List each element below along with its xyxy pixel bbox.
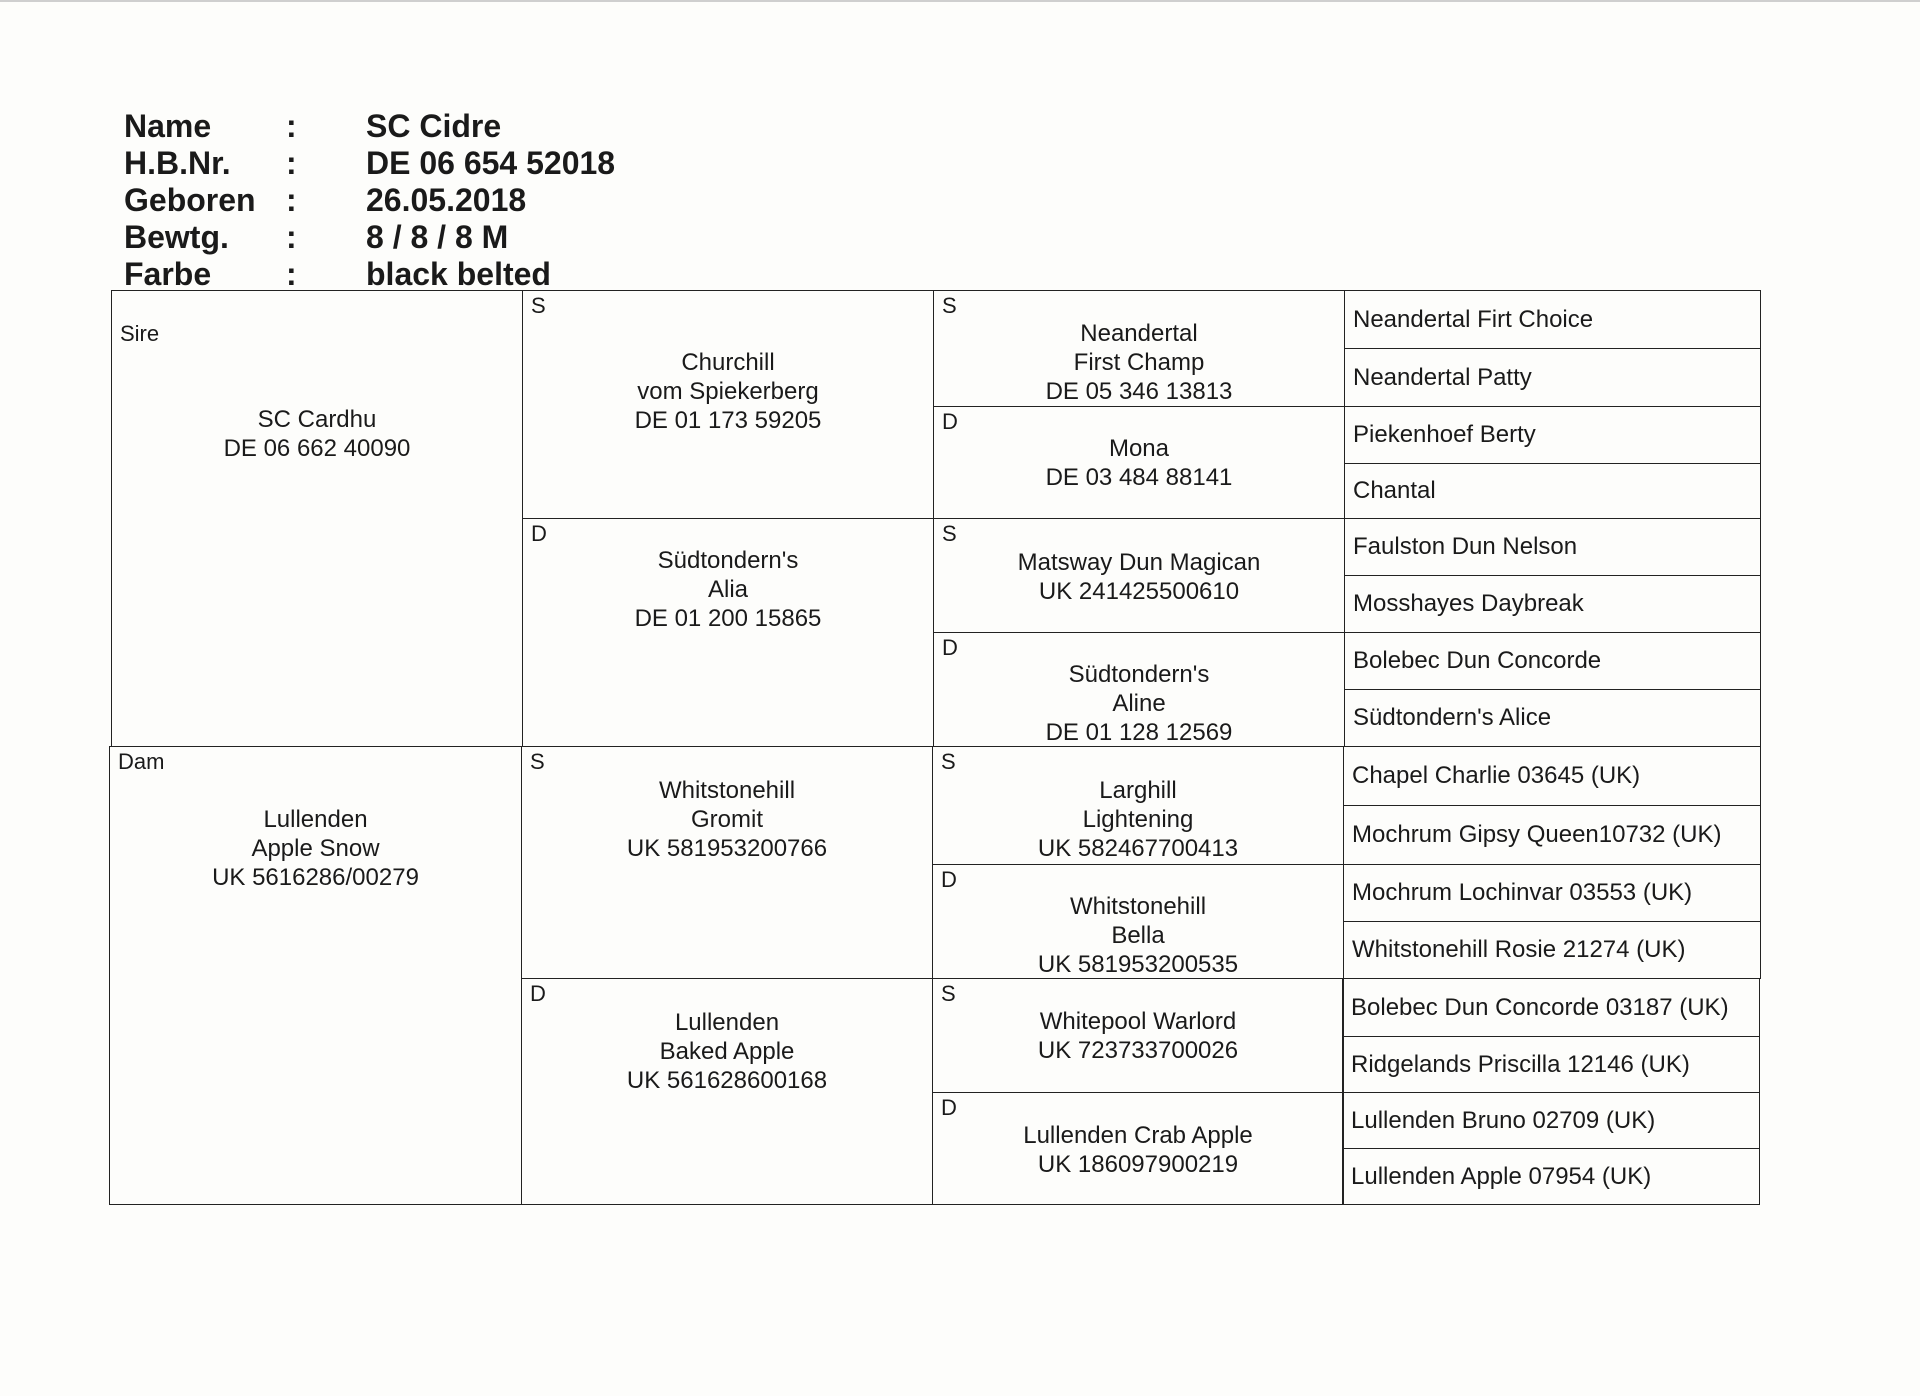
ns-line1: Whitepool Warlord: [1039, 1008, 1237, 1035]
dam-s-line1: Whitstonehill: [658, 777, 796, 804]
sire-tag: Sire: [120, 321, 160, 346]
sire-info: [112, 405, 522, 463]
color-label: Farbe: [124, 256, 212, 292]
g4-name: Bolebec Dun Concorde: [1344, 632, 1761, 690]
color-row: [124, 256, 924, 293]
ns-info: [933, 1007, 1343, 1065]
sire-d-cell: [522, 518, 934, 747]
g4-name: Neandertal Patty: [1344, 348, 1761, 407]
g4-name: Chantal: [1344, 463, 1761, 519]
dam-s-tag: S: [530, 749, 545, 774]
rating-row: [124, 219, 924, 256]
born-value: 26.05.2018: [366, 182, 527, 218]
sd-reg: DE 03 484 88141: [1045, 464, 1233, 491]
g4-name: Bolebec Dun Concorde 03187 (UK): [1342, 978, 1760, 1037]
rating-colon: :: [286, 219, 297, 255]
dd-cell: [933, 632, 1345, 747]
ns-tag: S: [941, 981, 956, 1006]
color-value: black belted: [366, 256, 551, 292]
dam-s-line2: Gromit: [691, 806, 763, 833]
dam-info: [110, 805, 521, 892]
dam-d-tag: D: [530, 981, 546, 1006]
sd-cell: [933, 406, 1345, 519]
dam-reg: UK 5616286/00279: [212, 864, 419, 891]
ms-line2: Lightening: [1082, 806, 1194, 833]
ms-info: [933, 776, 1343, 863]
ss-line2: First Champ: [1073, 349, 1205, 376]
sire-d-reg: DE 01 200 15865: [634, 605, 822, 632]
dam-s-info: [522, 776, 932, 863]
md-cell: [932, 864, 1344, 979]
g4-name: Südtondern's Alice: [1344, 689, 1761, 747]
sd-tag: D: [942, 409, 958, 434]
ss-info: [934, 319, 1344, 406]
name-label: Name: [124, 108, 212, 144]
dam-d-reg: UK 561628600168: [626, 1067, 828, 1094]
dam-d-info: [522, 1008, 932, 1095]
sire-d-tag: D: [531, 521, 547, 546]
name-colon: :: [286, 108, 297, 144]
dam-d-line1: Lullenden: [674, 1009, 780, 1036]
rating-label: Bewtg.: [124, 219, 229, 255]
g4-name: Whitstonehill Rosie 21274 (UK): [1343, 921, 1761, 979]
ds-tag: S: [942, 521, 957, 546]
sire-s-line2: vom Spiekerberg: [637, 378, 819, 405]
g4-name: Piekenhoef Berty: [1344, 406, 1761, 464]
dam-s-reg: UK 581953200766: [626, 835, 828, 862]
ns-reg: UK 723733700026: [1037, 1037, 1239, 1064]
sd-info: [934, 434, 1344, 492]
born-colon: :: [286, 182, 297, 218]
ss-cell: [933, 290, 1345, 407]
sire-s-info: [523, 348, 933, 435]
dd-reg: DE 01 128 12569: [1045, 719, 1233, 746]
g4-name: Lullenden Bruno 02709 (UK): [1342, 1092, 1760, 1149]
md-line2: Bella: [1111, 922, 1165, 949]
sire-d-line1: Südtondern's: [657, 547, 799, 574]
dam-d-cell: [521, 978, 933, 1205]
md-line1: Whitstonehill: [1069, 893, 1207, 920]
ss-reg: DE 05 346 13813: [1045, 378, 1233, 405]
g4-name: Mochrum Lochinvar 03553 (UK): [1343, 864, 1761, 922]
nd-reg: UK 186097900219: [1037, 1151, 1239, 1178]
hbnr-row: [124, 145, 924, 182]
ms-cell: [932, 746, 1344, 865]
color-colon: :: [286, 256, 297, 292]
dam-line2: Apple Snow: [251, 835, 380, 862]
ds-cell: [933, 518, 1345, 633]
dam-s-cell: [521, 746, 933, 979]
dam-line1: Lullenden: [263, 806, 368, 833]
scan-top-edge: [0, 0, 1920, 2]
dam-tag: Dam: [118, 749, 165, 774]
sire-s-line1: Churchill: [681, 349, 775, 376]
ss-tag: S: [942, 293, 957, 318]
nd-tag: D: [941, 1095, 957, 1120]
dam-cell: [109, 746, 522, 1205]
md-reg: UK 581953200535: [1037, 951, 1239, 978]
ns-cell: [932, 978, 1344, 1093]
hbnr-label: H.B.Nr.: [124, 145, 231, 181]
sire-s-tag: S: [531, 293, 546, 318]
g4-name: Mosshayes Daybreak: [1344, 575, 1761, 633]
nd-line1: Lullenden Crab Apple: [1023, 1122, 1253, 1149]
ms-tag: S: [941, 749, 956, 774]
sire-d-info: [523, 546, 933, 633]
sire-d-line2: Alia: [707, 576, 749, 603]
dam-d-line2: Baked Apple: [659, 1038, 795, 1065]
name-value: SC Cidre: [366, 108, 502, 144]
name-row: [124, 108, 924, 145]
sire-cell: [111, 290, 523, 747]
dd-tag: D: [942, 635, 958, 660]
ds-line1: Matsway Dun Magican: [1017, 549, 1261, 576]
born-label: Geboren: [124, 182, 256, 218]
ds-info: [934, 548, 1344, 606]
g4-name: Lullenden Apple 07954 (UK): [1342, 1148, 1760, 1205]
g4-name: Neandertal Firt Choice: [1344, 290, 1761, 349]
md-info: [933, 892, 1343, 979]
sire-reg: DE 06 662 40090: [223, 435, 411, 462]
hbnr-value: DE 06 654 52018: [366, 145, 616, 181]
rating-value: 8 / 8 / 8 M: [366, 219, 509, 255]
dd-line1: Südtondern's: [1068, 661, 1210, 688]
ss-line1: Neandertal: [1080, 320, 1198, 347]
sire-s-reg: DE 01 173 59205: [634, 407, 822, 434]
sd-line1: Mona: [1108, 435, 1170, 462]
g4-name: Faulston Dun Nelson: [1344, 518, 1761, 576]
g4-name: Ridgelands Priscilla 12146 (UK): [1342, 1036, 1760, 1093]
g4-name: Mochrum Gipsy Queen10732 (UK): [1343, 805, 1761, 865]
ms-reg: UK 582467700413: [1037, 835, 1239, 862]
born-row: [124, 182, 924, 219]
hbnr-colon: :: [286, 145, 297, 181]
g4-name: Chapel Charlie 03645 (UK): [1343, 746, 1761, 806]
nd-info: [933, 1121, 1343, 1179]
dd-line2: Aline: [1112, 690, 1166, 717]
ds-reg: UK 241425500610: [1038, 578, 1240, 605]
nd-cell: [932, 1092, 1344, 1205]
md-tag: D: [941, 867, 957, 892]
sire-name: SC Cardhu: [257, 406, 377, 433]
ms-line1: Larghill: [1099, 777, 1177, 804]
sire-s-cell: [522, 290, 934, 519]
dd-info: [934, 660, 1344, 747]
